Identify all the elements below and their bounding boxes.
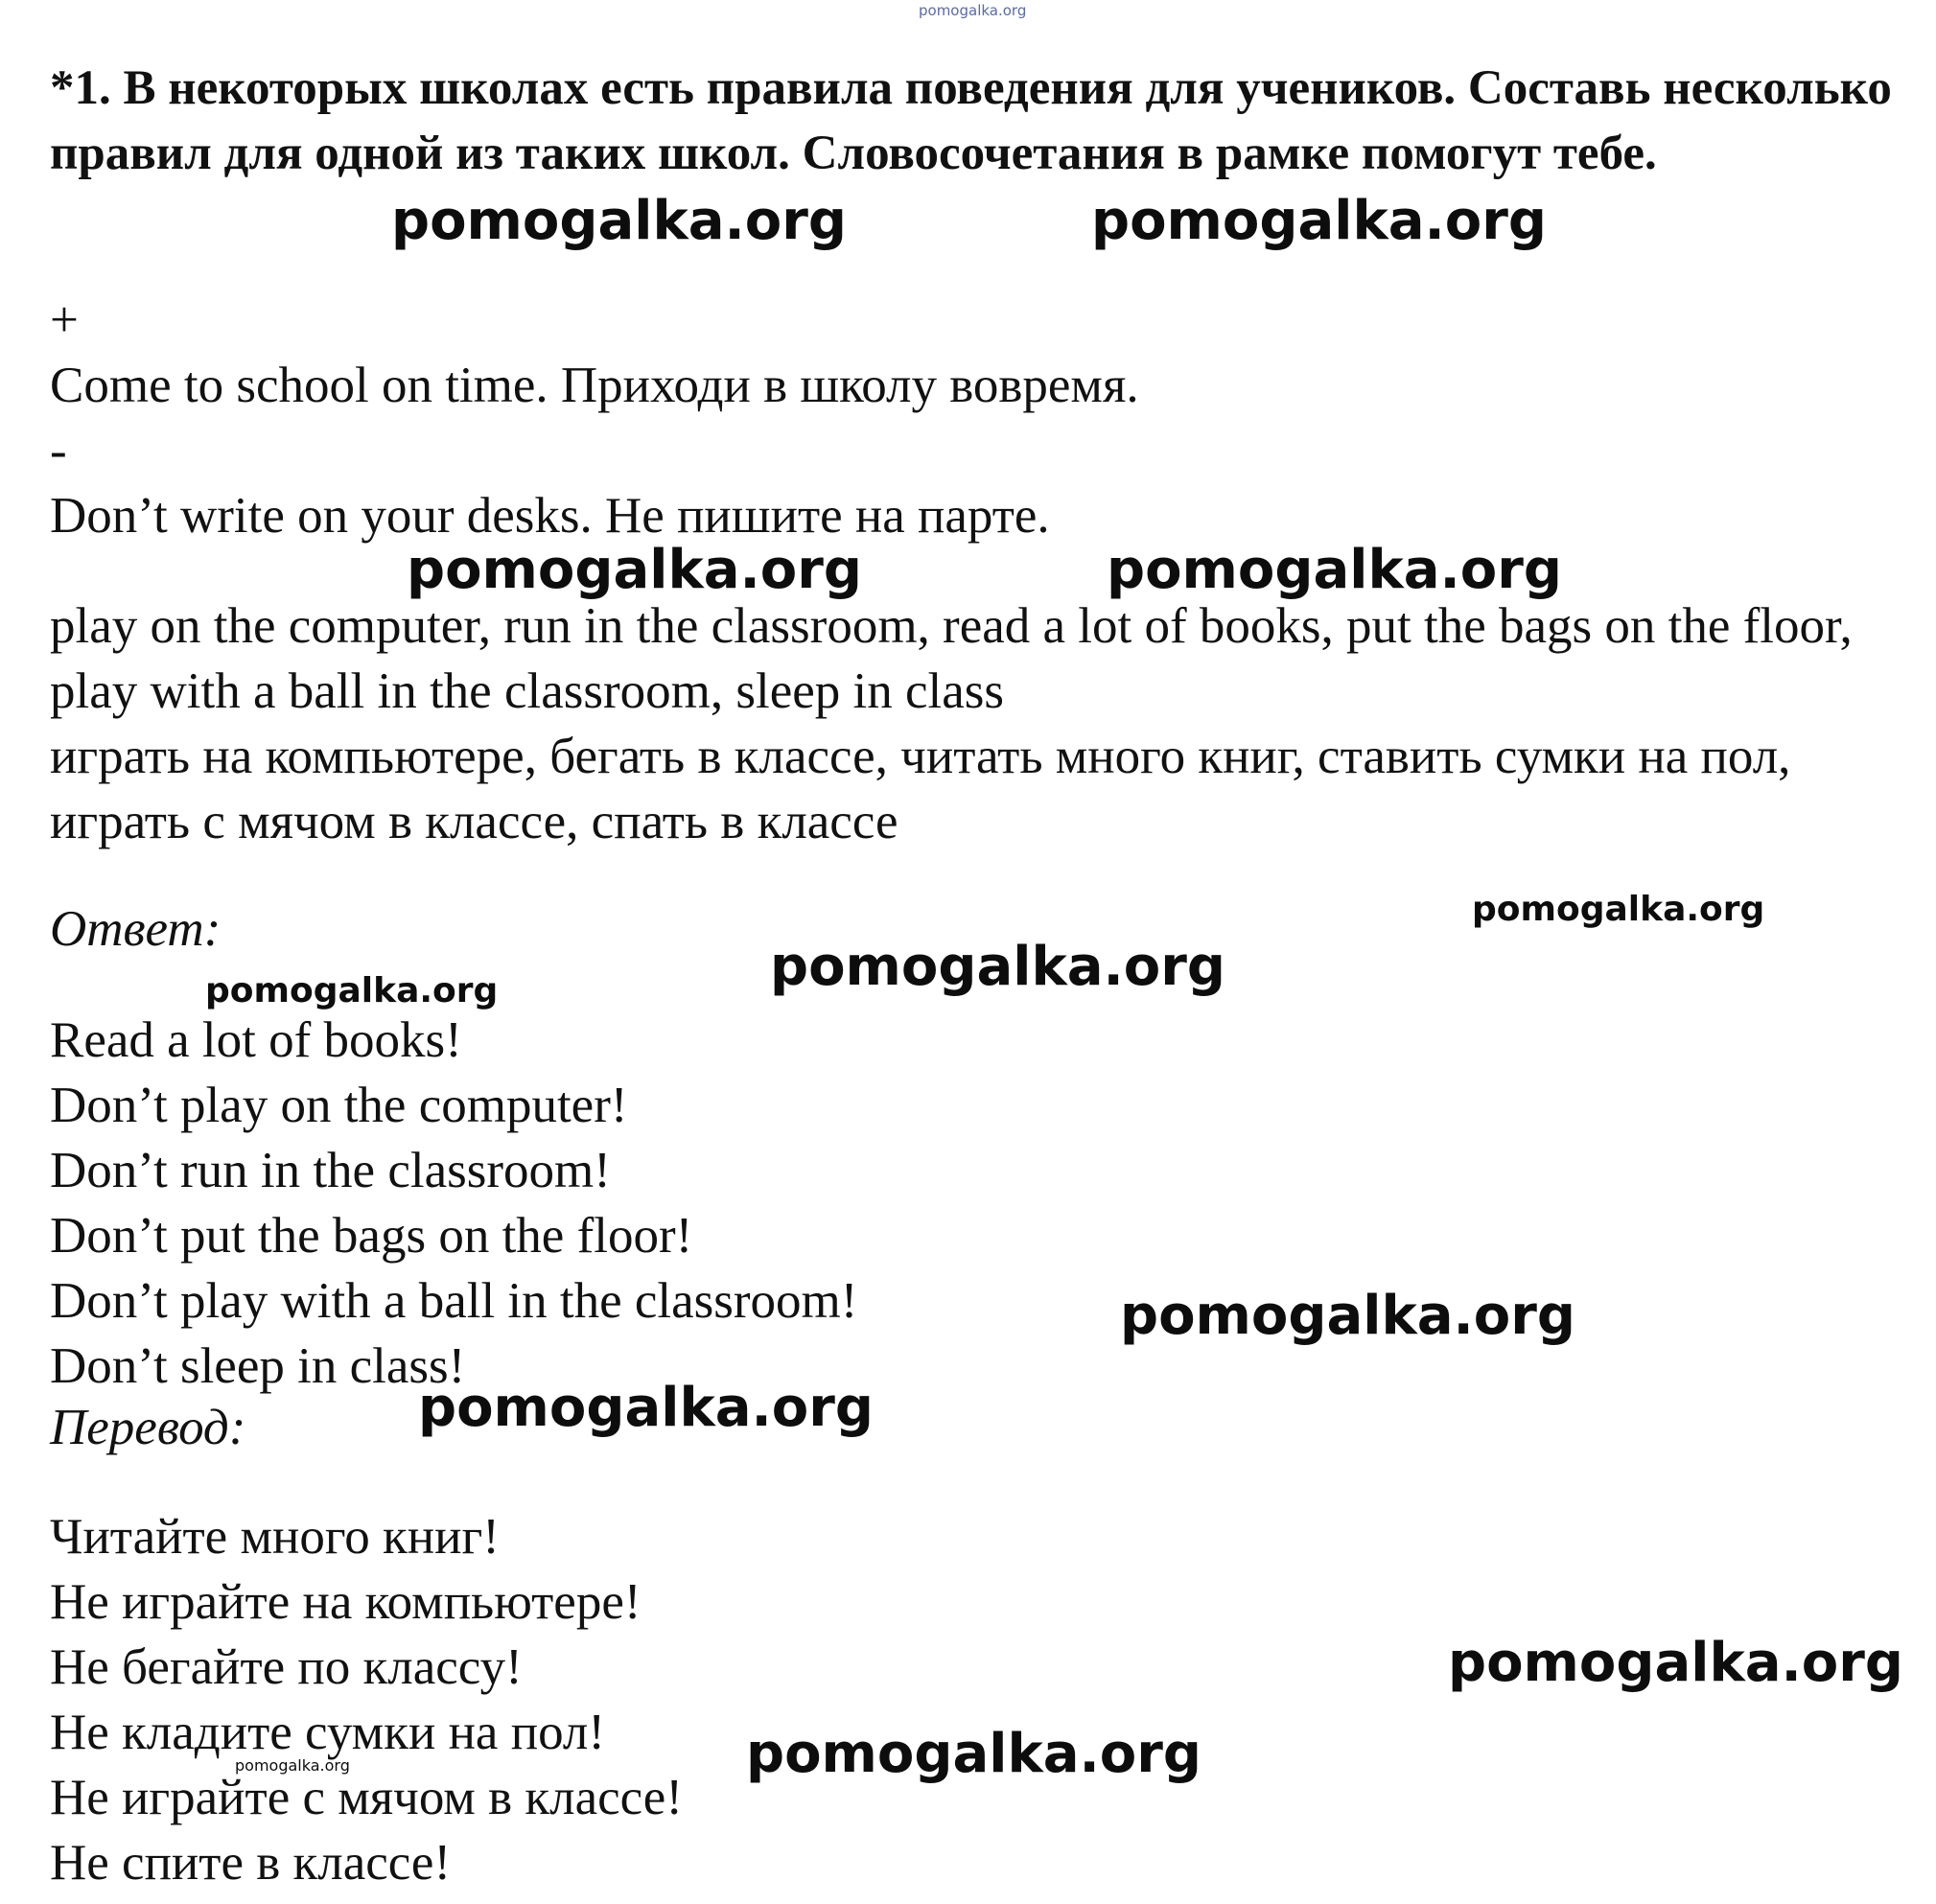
watermark: pomogalka.org: [205, 971, 499, 1010]
task-heading: *1. В некоторых школах есть правила поведения для учеников. Составь несколько правил для одной из таких школ. Словосочетания в рамке помогут тебе.: [50, 61, 1892, 180]
translation-line: Не играйте с мячом в классе!: [50, 1770, 683, 1825]
translation-line: Не спите в классе!: [50, 1835, 452, 1891]
watermark: pomogalka.org: [235, 1756, 350, 1775]
translation-line: Не кладите сумки на пол!: [50, 1705, 605, 1760]
watermark: pomogalka.org: [1091, 190, 1547, 252]
watermark: pomogalka.org: [407, 539, 862, 601]
translation-line: Не бегайте по классу!: [50, 1639, 523, 1695]
answer-label: Ответ:: [50, 901, 222, 957]
watermark: pomogalka.org: [1448, 1632, 1903, 1694]
plus-example: Come to school on time. Приходи в школу вовремя.: [50, 358, 1139, 413]
answer-line: Don’t sleep in class!: [50, 1338, 466, 1394]
answer-line: Don’t put the bags on the floor!: [50, 1208, 693, 1264]
watermark: pomogalka.org: [1107, 539, 1562, 601]
watermark: pomogalka.org: [770, 936, 1225, 998]
translation-line: Читайте много книг!: [50, 1509, 500, 1565]
phrases-russian: играть на компьютере, бегать в классе, читать много книг, ставить сумки на пол, играть с мячом в классе, спать в классе: [50, 729, 1791, 849]
translation-line: Не играйте на компьютере!: [50, 1574, 641, 1630]
answer-line: Don’t play with a ball in the classroom!: [50, 1273, 858, 1329]
plus-sign: +: [50, 292, 79, 348]
watermark: pomogalka.org: [746, 1723, 1201, 1785]
watermark: pomogalka.org: [418, 1377, 874, 1439]
phrases-english: play on the computer, run in the classroom, read a lot of books, put the bags on the floor, play with a ball in the classroom, sleep in class: [50, 598, 1853, 719]
translation-list: [50, 1504, 683, 1895]
translation-label: Перевод:: [50, 1400, 246, 1455]
answer-list: [50, 1008, 857, 1399]
answer-line: Don’t play on the computer!: [50, 1078, 628, 1133]
answer-line: Don’t run in the classroom!: [50, 1143, 611, 1198]
header-watermark: pomogalka.org: [919, 2, 1027, 19]
answer-line: Read a lot of books!: [50, 1012, 462, 1068]
minus-sign: -: [50, 423, 67, 478]
watermark: pomogalka.org: [1472, 890, 1765, 929]
minus-example: Don’t write on your desks. Не пишите на парте.: [50, 488, 1050, 544]
watermark: pomogalka.org: [1120, 1285, 1575, 1347]
watermark: pomogalka.org: [391, 190, 847, 252]
